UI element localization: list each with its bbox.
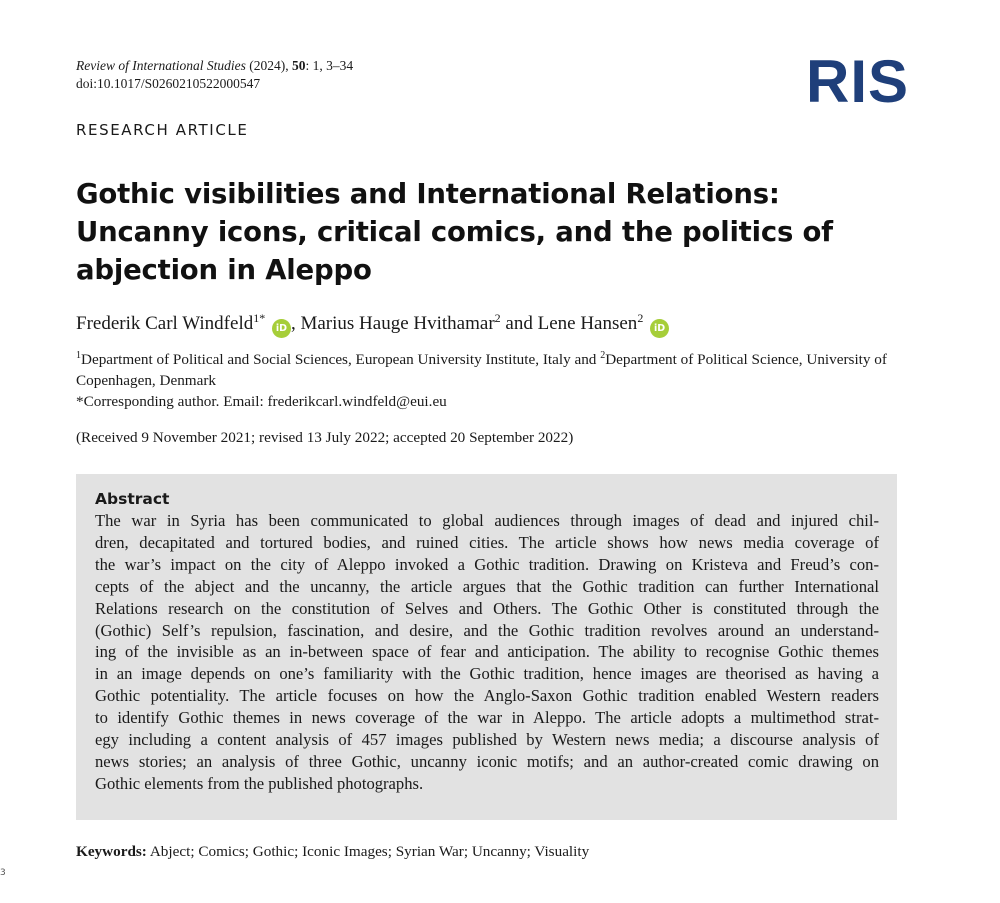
- corresponding-author: *Corresponding author. Email: frederikcarl.windfeld@eui.eu: [76, 393, 447, 410]
- abstract-box: [76, 474, 897, 820]
- journal-issue-pages: : 1, 3–34: [305, 58, 354, 73]
- journal-volume: 50: [291, 58, 306, 73]
- author-separator: ,: [290, 313, 301, 334]
- abstract-line: Gothic potentiality. The article focuses on how the Anglo-Saxon Gothic tradition enabled Western readers: [95, 686, 879, 706]
- margin-mark: 3: [0, 868, 6, 878]
- abstract-line: to identify Gothic themes in news coverage of the war in Aleppo. The article adopts a multimethod strat-: [95, 708, 879, 728]
- abstract-line: (Gothic) Self’s repulsion, fascination, and desire, and the Gothic tradition revolves around an understand-: [95, 620, 879, 640]
- journal-citation: [76, 57, 353, 93]
- abstract-line: Gothic elements from the published photographs.: [95, 773, 424, 793]
- abstract-line: egy including a content analysis of 457 images published by Western news media; a discourse analysis of: [95, 730, 879, 750]
- orcid-icon[interactable]: iD: [272, 319, 291, 338]
- affiliation-superscript: 2: [600, 350, 606, 361]
- affiliation-superscript: 1: [76, 350, 81, 361]
- abstract-line: ing of the invisible as an in-between space of fear and anticipation. The ability to recognise Gothic themes: [95, 642, 879, 662]
- abstract-line: dren, decapitated and tortured bodies, and ruined cities. The article shows how news media coverage of: [95, 532, 879, 552]
- abstract-line: in an image depends on one’s familiarity with the Gothic tradition, hence images are theorised as having a: [95, 664, 879, 684]
- abstract-line: news stories; an analysis of three Gothic, uncanny iconic motifs; and an author-created comic drawing on: [95, 751, 879, 771]
- affiliation-departments: [76, 349, 906, 391]
- abstract-body: [95, 510, 879, 795]
- author-superscript: 1*: [253, 311, 266, 325]
- author-name[interactable]: Marius Hauge Hvithamar: [300, 313, 495, 334]
- author-list: [76, 312, 669, 338]
- abstract-line: cepts of the abject and the uncanny, the article argues that the Gothic tradition can further International: [95, 576, 879, 596]
- journal-year: (2024),: [245, 58, 292, 73]
- keywords-label: Keywords:: [76, 843, 147, 860]
- journal-name: Review of International Studies: [76, 58, 246, 73]
- author-name[interactable]: Lene Hansen: [537, 313, 638, 334]
- affiliations: [76, 349, 906, 412]
- orcid-icon[interactable]: iD: [650, 319, 669, 338]
- article-title: Gothic visibilities and International Relations: Uncanny icons, critical comics, and the politics of abjection in Aleppo: [76, 178, 833, 286]
- affiliation-dept-1: Department of Political and Social Sciences, European University Institute, Italy and: [81, 351, 601, 368]
- abstract-line: The war in Syria has been communicated to global audiences through images of dead and injured chil-: [95, 511, 879, 530]
- author-name[interactable]: Frederik Carl Windfeld: [76, 313, 254, 334]
- abstract-heading: Abstract: [95, 490, 170, 508]
- affiliation-dept-2: Department of Political Science, University of Copenhagen, Denmark: [76, 351, 887, 389]
- abstract-line: Relations research on the constitution of Selves and Others. The Gothic Other is constituted through the: [95, 598, 879, 618]
- keywords: [76, 842, 589, 862]
- journal-line: [76, 57, 353, 75]
- journal-logo: RIS: [806, 48, 910, 115]
- keywords-list: Abject; Comics; Gothic; Iconic Images; Syrian War; Uncanny; Visuality: [149, 843, 590, 860]
- author-superscript: 2: [637, 311, 644, 325]
- received-dates: (Received 9 November 2021; revised 13 July 2022; accepted 20 September 2022): [76, 429, 574, 446]
- abstract-line: the war’s impact on the city of Aleppo invoked a Gothic tradition. Drawing on Kristeva and Freud’s con-: [95, 554, 879, 574]
- article-type-label: RESEARCH ARTICLE: [76, 121, 249, 139]
- author-superscript: 2: [494, 311, 501, 325]
- journal-doi[interactable]: doi:10.1017/S0260210522000547: [76, 76, 261, 91]
- author-separator: and: [500, 313, 538, 334]
